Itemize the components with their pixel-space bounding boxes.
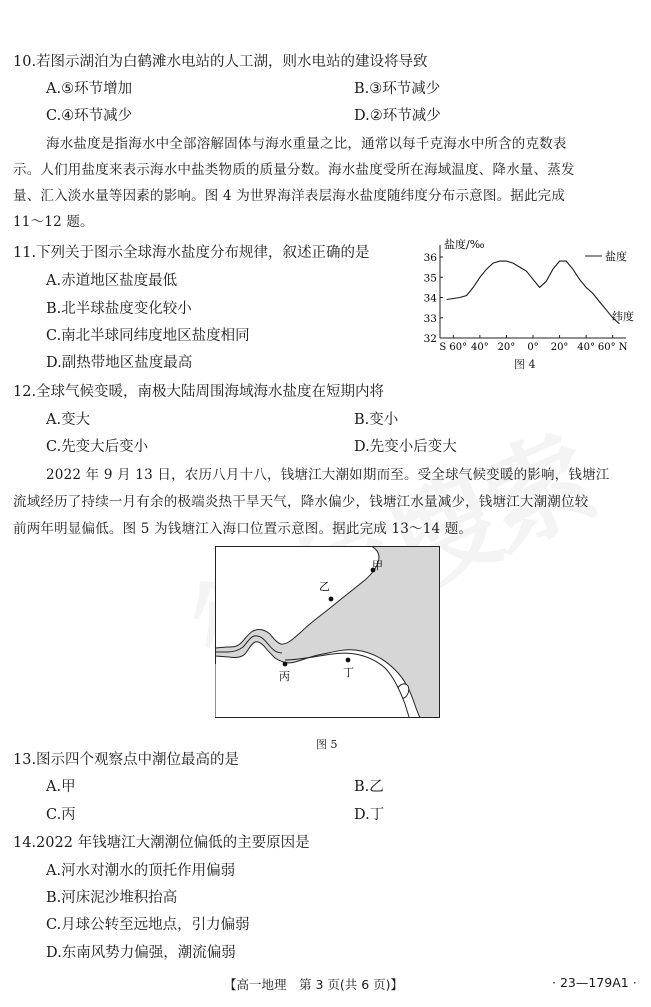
q10-option-c: C.④环节减少 bbox=[46, 108, 133, 124]
point-bing-label: 丙 bbox=[279, 670, 290, 683]
point-ding-label: 丁 bbox=[343, 666, 354, 679]
chart-axes bbox=[440, 245, 626, 338]
passage1-line: 示。人们用盐度来表示海水中盐类物质的质量分数。海水盐度受所在海域温度、降水量、蒸发 bbox=[13, 162, 575, 178]
point-yi-label: 乙 bbox=[319, 580, 330, 593]
chart-xlabel: 纬度 bbox=[612, 310, 634, 323]
q11-option-d: D.副热带地区盐度最高 bbox=[46, 355, 193, 371]
q12-option-b: B.变小 bbox=[354, 412, 399, 428]
page-footer: 【高一地理 第 3 页(共 6 页)】 bbox=[224, 977, 404, 992]
point-ding-marker bbox=[346, 658, 351, 663]
chart-series bbox=[447, 261, 620, 324]
x-tick-label: 0° bbox=[527, 342, 539, 353]
q10-option-b: B.③环节减少 bbox=[354, 81, 441, 97]
q10-stem: 10.若图示湖泊为白鹤滩水电站的人工湖，则水电站的建设将导致 bbox=[13, 54, 428, 70]
q14-option-d: D.东南风势力偏强，潮流偏弱 bbox=[46, 945, 236, 961]
q11-option-a: A.赤道地区盐度最低 bbox=[46, 273, 178, 289]
page-code: · 23—179A1 · bbox=[552, 975, 637, 990]
x-tick-label: 20° bbox=[550, 342, 569, 353]
y-tick-label: 32 bbox=[423, 333, 437, 345]
q14-option-c: C.月球公转至远地点，引力偏弱 bbox=[46, 917, 250, 933]
point-yi-marker bbox=[329, 597, 334, 602]
point-bing-marker bbox=[283, 662, 288, 667]
x-tick-label: 20° bbox=[497, 342, 516, 353]
point-jia-label: 甲 bbox=[372, 559, 383, 572]
y-tick-label: 35 bbox=[423, 272, 437, 285]
x-tick-label: 40° bbox=[470, 342, 489, 353]
passage2-line: 前两年明显偏低。图 5 为钱塘江入海口位置示意图。据此完成 13～14 题。 bbox=[13, 521, 473, 537]
chart-ylabel: 盐度/‰ bbox=[444, 238, 485, 251]
y-tick-label: 36 bbox=[423, 252, 437, 264]
passage1-line: 量、汇入淡水量等因素的影响。图 4 为世界海洋表层海水盐度随纬度分布示意图。据此完成 bbox=[13, 188, 566, 204]
q12-option-c: C.先变大后变小 bbox=[46, 439, 149, 455]
y-tick-label: 34 bbox=[423, 292, 437, 305]
q13-option-c: C.丙 bbox=[46, 807, 76, 823]
passage2-line: 流域经历了持续一月有余的极端炎热干旱天气，降水偏少，钱塘江水量减少，钱塘江大潮潮位较 bbox=[13, 494, 589, 510]
q12-option-d: D.先变小后变大 bbox=[354, 439, 457, 455]
legend-label: 盐度 bbox=[605, 250, 627, 263]
y-tick-label: 33 bbox=[423, 312, 437, 325]
x-tick-label: 40° bbox=[577, 342, 596, 353]
q13-option-a: A.甲 bbox=[46, 779, 76, 795]
q10-option-d: D.②环节减少 bbox=[354, 108, 441, 124]
x-tick-label: 60° N bbox=[597, 342, 628, 353]
x-tick-label: S 60° bbox=[439, 342, 468, 353]
q12-option-a: A.变大 bbox=[46, 412, 91, 428]
q13-option-b: B.乙 bbox=[354, 779, 384, 795]
salinity-chart bbox=[418, 236, 640, 368]
q14-stem: 14.2022 年钱塘江大潮潮位偏低的主要原因是 bbox=[13, 835, 310, 851]
q11-stem: 11.下列关于图示全球海水盐度分布规律，叙述正确的是 bbox=[13, 245, 370, 261]
passage1-line: 11～12 题。 bbox=[13, 214, 94, 230]
figure5-caption: 图 5 bbox=[316, 738, 338, 751]
passage2-line: 2022 年 9 月 13 日，农历八月十八，钱塘江大潮如期而至。受全球气候变暖的影响，钱塘江 bbox=[46, 467, 610, 483]
q14-option-b: B.河床泥沙堆积抬高 bbox=[46, 890, 178, 906]
q11-option-c: C.南北半球同纬度地区盐度相同 bbox=[46, 328, 250, 344]
q13-stem: 13.图示四个观察点中潮位最高的是 bbox=[13, 752, 240, 768]
q13-option-d: D.丁 bbox=[354, 807, 385, 823]
passage1-line: 海水盐度是指海水中全部溶解固体与海水重量之比，通常以每千克海水中所含的克数表 bbox=[46, 136, 567, 152]
q10-option-a: A.⑤环节增加 bbox=[46, 81, 133, 97]
figure4-caption: 图 4 bbox=[514, 358, 536, 371]
q14-option-a: A.河水对潮水的顶托作用偏弱 bbox=[46, 863, 236, 879]
q11-option-b: B.北半球盐度变化较小 bbox=[46, 301, 192, 317]
estuary-map bbox=[215, 546, 440, 718]
q12-stem: 12.全球气候变暖，南极大陆周围海域海水盐度在短期内将 bbox=[13, 384, 385, 400]
series-line-salinity bbox=[447, 261, 620, 324]
